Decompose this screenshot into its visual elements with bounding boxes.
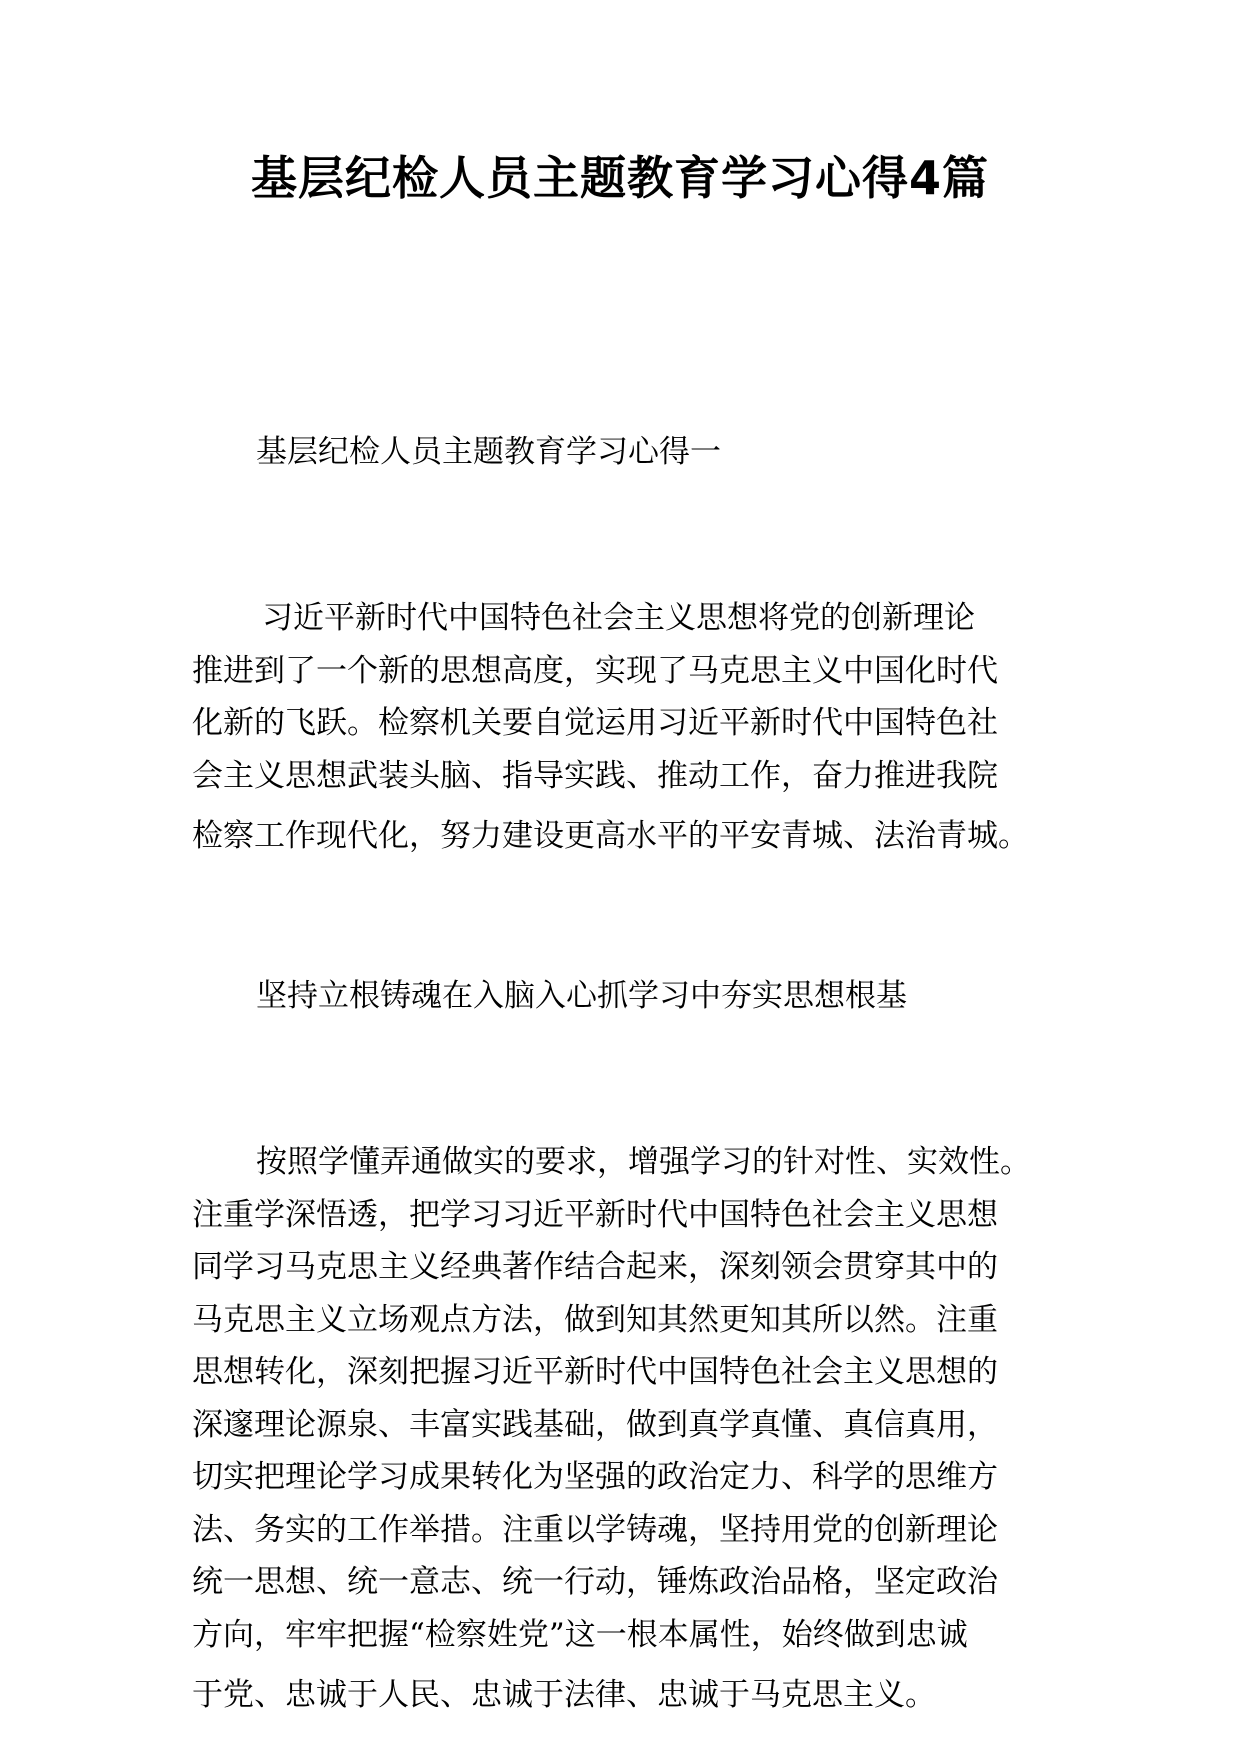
- section-heading: 基层纪检人员主题教育学习心得一: [256, 434, 721, 470]
- paragraph-line: 深邃理论源泉、丰富实践基础，做到真学真懂、真信真用，: [192, 1406, 998, 1443]
- document-title: 基层纪检人员主题教育学习心得4篇: [250, 151, 989, 205]
- paragraph-line: 统一思想、统一意志、统一行动，锤炼政治品格，坚定政治: [192, 1564, 998, 1600]
- paragraph-line: 于党、忠诚于人民、忠诚于法律、忠诚于马克思主义。: [192, 1677, 936, 1713]
- paragraph-line: 推进到了一个新的思想高度，实现了马克思主义中国化时代: [192, 652, 998, 689]
- paragraph-line: 思想转化，深刻把握习近平新时代中国特色社会主义思想的: [192, 1354, 998, 1390]
- paragraph-line: 法、务实的工作举措。注重以学铸魂，坚持用党的创新理论: [192, 1511, 998, 1548]
- paragraph-line: 化新的飞跃。检察机关要自觉运用习近平新时代中国特色社: [192, 705, 998, 741]
- paragraph-line: 切实把理论学习成果转化为坚强的政治定力、科学的思维方: [192, 1459, 998, 1495]
- paragraph-1: [192, 592, 1052, 863]
- subheading: 坚持立根铸魂在入脑入心抓学习中夯实思想根基: [256, 978, 907, 1014]
- paragraph-line: 马克思主义立场观点方法，做到知其然更知其所以然。注重: [192, 1301, 998, 1338]
- paragraph-line: 检察工作现代化，努力建设更高水平的平安青城、法治青城。: [192, 818, 1029, 854]
- paragraph-line: 会主义思想武装头脑、指导实践、推动工作，奋力推进我院: [192, 757, 998, 794]
- paragraph-line: 注重学深悟透，把学习习近平新时代中国特色社会主义思想: [192, 1196, 998, 1233]
- paragraph-line: 习近平新时代中国特色社会主义思想将党的创新理论: [262, 600, 975, 636]
- paragraph-line: 方向，牢牢把握“检察姓党”这一根本属性，始终做到忠诚: [192, 1616, 968, 1653]
- paragraph-line: 同学习马克思主义经典著作结合起来，深刻领会贯穿其中的: [192, 1249, 998, 1285]
- paragraph-line: 按照学懂弄通做实的要求，增强学习的针对性、实效性。: [256, 1144, 1031, 1180]
- paragraph-2: [192, 1136, 1052, 1722]
